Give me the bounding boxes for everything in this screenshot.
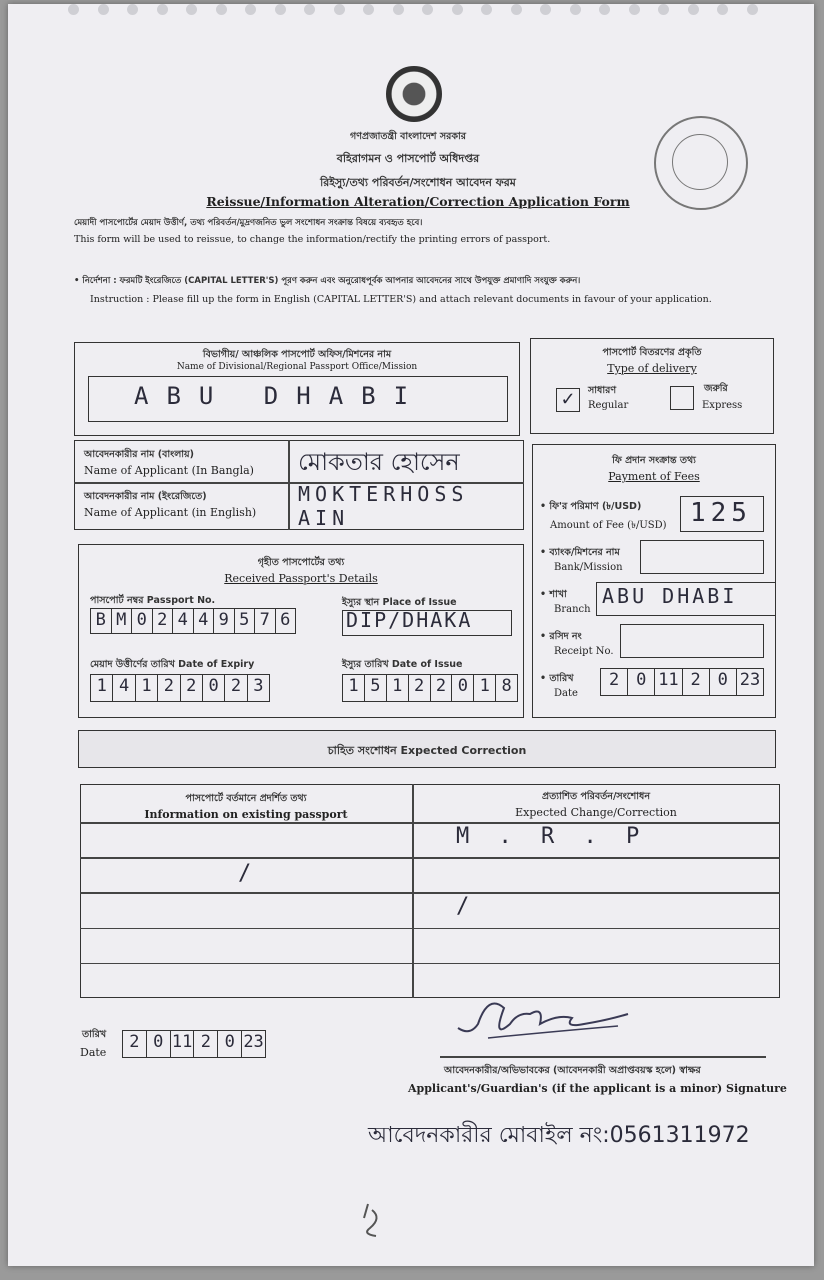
purpose-en: This form will be used to reissue, to change the information/rectify the printing errors of passport.	[74, 234, 551, 245]
date-of-issue-field[interactable]	[342, 674, 518, 702]
receipt-label-en: Receipt No.	[554, 646, 614, 657]
digit-cell: 1	[91, 675, 113, 701]
instruction-bn: • নির্দেশনা : ফরমটি ইংরেজিতে (CAPITAL LETTER'S) পূরণ করুন এবং অনুরোধপূর্বক আপনার আবেদনের সাথে উপযুক্ত প্রমাণাদি সংযুক্ত করুন।	[74, 276, 581, 286]
footer-date-label-en: Date	[80, 1046, 107, 1059]
delivery-label-en: Type of delivery	[607, 362, 697, 375]
digit-cell: 5	[235, 609, 256, 633]
place-of-issue-label: ইস্যুর স্থান Place of Issue	[342, 597, 457, 608]
purpose-bn: মেয়াদী পাসপোর্টের মেয়াদ উত্তীর্ণ, তথ্য পরিবর্তন/মুদ্রণজনিত ভুল সংশোধন সংক্রান্ত বিষয়ে ব্যবহৃত হবে।	[74, 218, 423, 228]
express-label-bn: জরুরি	[704, 383, 728, 394]
expected-correction-label: চাহিত সংশোধন Expected Correction	[327, 744, 527, 757]
regular-label-en: Regular	[588, 400, 629, 411]
digit-cell: 1	[343, 675, 365, 701]
digit-cell: 0	[452, 675, 474, 701]
digit-cell: 1	[136, 675, 158, 701]
footer-date-label-bn: তারিখ	[82, 1029, 107, 1040]
digit-cell: 0	[628, 669, 655, 695]
receipt-label-bn: • রসিদ নং	[540, 631, 582, 642]
digit-cell: 1	[474, 675, 496, 701]
existing-info-header-bn: পাসপোর্টে বর্তমানে প্রদর্শিত তথ্য	[185, 793, 307, 804]
fees-title-bn: ফি প্রদান সংক্রান্ত তথ্য	[612, 455, 696, 466]
digit-cell: 2	[431, 675, 453, 701]
punch-holes	[68, 4, 758, 18]
digit-cell: 0	[132, 609, 153, 633]
digit-cell: 2	[409, 675, 431, 701]
regular-checkbox[interactable]: ✓	[556, 388, 580, 412]
bank-label-bn: • ব্যাংক/মিশনের নাম	[540, 547, 620, 558]
digit-cell: 4	[194, 609, 215, 633]
form-title-bn: রিইস্যু/তথ্য পরিবর্তন/সংশোধন আবেদন ফরম	[320, 176, 516, 189]
name-bangla-label-bn: আবেদনকারীর নাম (বাংলায়)	[84, 449, 194, 460]
expected-change-cell[interactable]: M . R . P	[456, 824, 648, 849]
regular-label-bn: সাধারণ	[588, 385, 617, 396]
delivery-label-bn: পাসপোর্ট বিতরণের প্রকৃতি	[602, 347, 702, 358]
bank-label-en: Bank/Mission	[554, 562, 623, 573]
expected-change-cell[interactable]: /	[456, 894, 478, 920]
date-of-expiry-field[interactable]	[90, 674, 270, 702]
digit-cell: B	[91, 609, 112, 633]
digit-cell: 0	[147, 1031, 171, 1057]
digit-cell: 4	[173, 609, 194, 633]
bank-field[interactable]	[640, 540, 764, 574]
digit-cell: 23	[739, 670, 761, 690]
passport-no-field[interactable]	[90, 608, 296, 634]
fee-date-field[interactable]	[600, 668, 764, 696]
digit-cell: 6	[280, 610, 291, 630]
digit-cell: 2	[194, 1031, 218, 1057]
digit-cell: 9	[214, 609, 235, 633]
digit-cell: 2	[181, 675, 203, 701]
received-passport-title-en: Received Passport's Details	[224, 572, 378, 585]
digit-cell: 1	[387, 675, 409, 701]
digit-cell: 0	[710, 669, 737, 695]
branch-label-en: Branch	[554, 604, 591, 615]
place-of-issue-value: DIP/DHAKA	[346, 608, 473, 632]
government-logo	[386, 66, 442, 122]
expected-change-header-en: Expected Change/Correction	[515, 806, 677, 819]
digit-cell: M	[112, 609, 133, 633]
digit-cell: 11	[171, 1031, 195, 1057]
govt-name-bn: গণপ্রজাতন্ত্রী বাংলাদেশ সরকার	[350, 131, 466, 142]
digit-cell: 4	[113, 675, 135, 701]
digit-cell: 5	[365, 675, 387, 701]
digit-cell: 0	[218, 1031, 242, 1057]
ink-smudge	[354, 1198, 394, 1242]
date-of-expiry-label: মেয়াদ উত্তীর্ণের তারিখ Date of Expiry	[90, 659, 255, 670]
express-label-en: Express	[702, 400, 743, 411]
office-name-value: ABU DHABI	[134, 382, 427, 410]
digit-cell: 2	[123, 1031, 147, 1057]
name-bangla-label-en: Name of Applicant (In Bangla)	[84, 464, 254, 477]
digit-cell: 2	[158, 675, 180, 701]
office-label-bn: বিভাগীয়/ আঞ্চলিক পাসপোর্ট অফিস/মিশনের নাম	[202, 349, 392, 360]
fee-amount-label-en: Amount of Fee (৳/USD)	[550, 520, 667, 531]
digit-cell: 2	[601, 669, 628, 695]
name-english-label-en: Name of Applicant (in English)	[84, 506, 257, 519]
existing-info-header-en: Information on existing passport	[144, 808, 348, 821]
application-form-page	[8, 4, 814, 1266]
name-english-label-bn: আবেদনকারীর নাম (ইংরেজিতে)	[84, 491, 207, 502]
digit-cell: 2	[225, 675, 247, 701]
digit-cell: 3	[253, 676, 264, 696]
fee-date-label-bn: • তারিখ	[540, 673, 574, 684]
digit-cell: 2	[683, 669, 710, 695]
office-stamp-inner	[672, 134, 728, 190]
fee-amount-label-bn: • ফি'র পরিমাণ (৳/USD)	[540, 501, 642, 512]
applicant-signature	[448, 984, 648, 1054]
mobile-number-handwritten: আবেদনকারীর মোবাইল নং:0561311972	[368, 1123, 750, 1148]
express-checkbox[interactable]	[670, 386, 694, 410]
signature-label-bn: আবেদনকারীর/অভিভাবকের (আবেদনকারী অপ্রাপ্তবয়স্ক হলে) স্বাক্ষর	[444, 1065, 701, 1076]
form-title-en: Reissue/Information Alteration/Correction Application Form	[206, 194, 630, 209]
fee-date-label-en: Date	[554, 688, 578, 699]
date-of-issue-label: ইস্যুর তারিখ Date of Issue	[342, 659, 463, 670]
branch-label-bn: • শাখা	[540, 589, 567, 600]
dept-name-bn: বহিরাগমন ও পাসপোর্ট অধিদপ্তর	[336, 152, 480, 165]
digit-cell: 23	[243, 1032, 264, 1052]
digit-cell: 2	[153, 609, 174, 633]
fees-title-en: Payment of Fees	[608, 470, 700, 483]
branch-value: ABU DHABI	[602, 584, 738, 608]
signature-label-en: Applicant's/Guardian's (if the applicant is a minor) Signature	[408, 1082, 787, 1095]
receipt-field[interactable]	[620, 624, 764, 658]
instruction-en: Instruction : Please fill up the form in English (CAPITAL LETTER'S) and attach relevant documents in favour of your application.	[90, 294, 712, 305]
digit-cell: 11	[655, 669, 682, 695]
digit-cell: 7	[255, 609, 276, 633]
received-passport-title-bn: গৃহীত পাসপোর্টের তথ্য	[257, 557, 345, 568]
existing-info-cell[interactable]: /	[238, 861, 257, 887]
name-english-value-line2[interactable]: AIN	[298, 506, 350, 530]
passport-no-label: পাসপোর্ট নম্বর Passport No.	[90, 595, 216, 606]
name-bangla-value[interactable]: মোকতার হোসেন	[298, 448, 460, 476]
expected-change-header-bn: প্রত্যাশিত পরিবর্তন/সংশোধন	[541, 791, 650, 802]
digit-cell: 8	[501, 676, 512, 696]
fee-amount-value: 125	[690, 498, 752, 528]
digit-cell: 0	[203, 675, 225, 701]
name-english-value-line1[interactable]: MOKTERHOSS	[298, 482, 469, 506]
footer-date-field[interactable]	[122, 1030, 266, 1058]
office-label-en: Name of Divisional/Regional Passport Office/Mission	[176, 362, 418, 372]
